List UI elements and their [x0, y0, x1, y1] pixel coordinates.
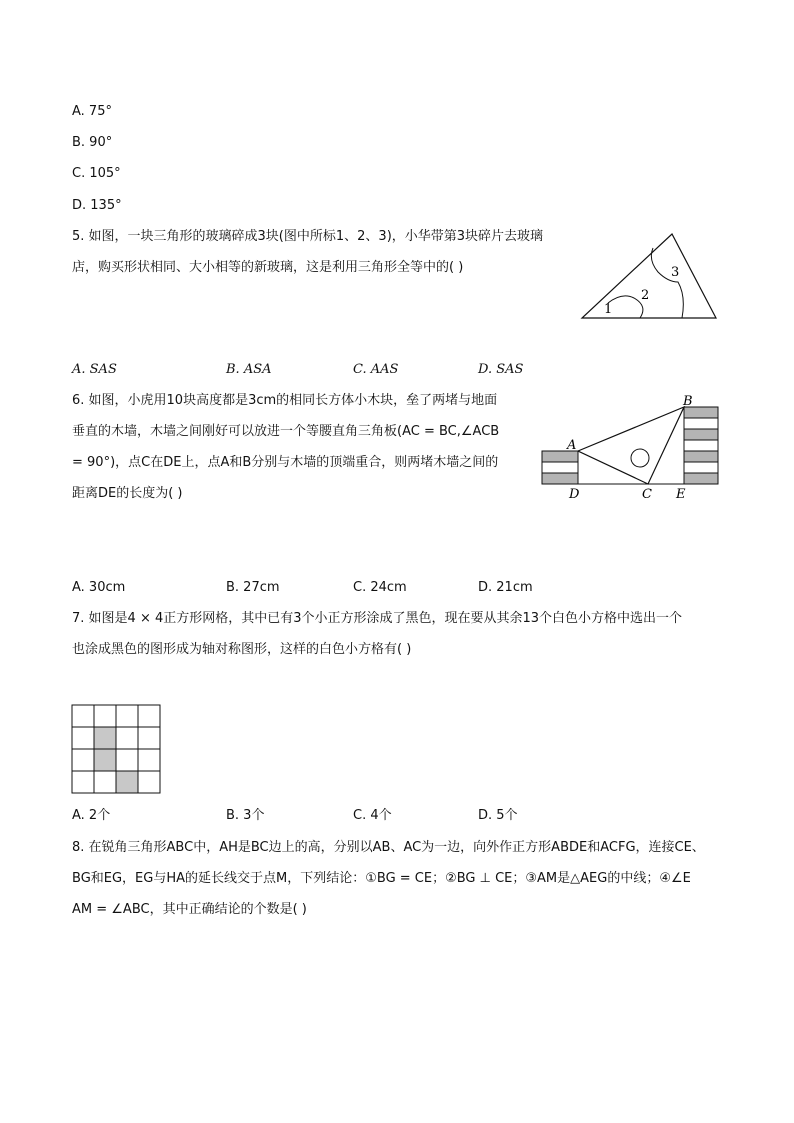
glass-triangle	[582, 234, 716, 318]
q5-option-c: C. AAS	[353, 362, 399, 377]
q5-text-line2: 店，购买形状相同、大小相等的新玻璃，这是利用三角形全等中的( )	[72, 260, 464, 275]
right-block-2	[684, 418, 718, 429]
q4-option-a: A. 75°	[72, 104, 112, 119]
right-block-6	[684, 462, 718, 473]
set-square-triangle	[578, 407, 684, 484]
q5-option-a: A. SAS	[72, 362, 117, 377]
q6-wood-wall-figure	[538, 392, 724, 504]
grid-cell-shaded	[94, 749, 116, 771]
q6-text-line3: = 90°)，点C在DE上，点A和B分别与木墙的顶端重合，则两堵木墙之间的	[72, 455, 499, 470]
point-label-a: A	[567, 438, 577, 453]
q5-option-b: B. ASA	[226, 362, 272, 377]
left-block-3	[542, 473, 578, 484]
left-wall	[542, 451, 578, 484]
grid-cell	[72, 705, 94, 727]
q8-text-line3: AM = ∠ABC，其中正确结论的个数是( )	[72, 902, 307, 917]
grid-cell	[138, 727, 160, 749]
point-label-e: E	[676, 487, 686, 502]
q4-option-d: D. 135°	[72, 198, 122, 213]
q6-option-a: A. 30cm	[72, 580, 126, 595]
q7-text-line1: 7. 如图是4 × 4正方形网格，其中已有3个小正方形涂成了黑色，现在要从其余13个白色小方格中选出一个	[72, 611, 683, 626]
q7-square-grid	[71, 704, 163, 796]
point-label-c: C	[642, 487, 652, 502]
point-label-b: B	[683, 394, 693, 409]
crack-line-1	[608, 296, 643, 318]
q8-text-line1: 8. 在锐角三角形ABC中，AH是BC边上的高，分别以AB、AC为一边，向外作正方形ABDE和ACFG，连接CE、	[72, 840, 705, 855]
right-block-4	[684, 440, 718, 451]
grid-cell	[138, 749, 160, 771]
q4-option-b: B. 90°	[72, 135, 113, 150]
q6-text-line1: 6. 如图，小虎用10块高度都是3cm的相同长方体小木块，垒了两堵与地面	[72, 393, 498, 408]
grid-cell	[72, 727, 94, 749]
q5-broken-glass-figure	[578, 230, 720, 322]
q7-option-b: B. 3个	[226, 808, 265, 823]
q6-text-line4: 距离DE的长度为( )	[72, 486, 183, 501]
grid-cell	[94, 705, 116, 727]
point-label-d: D	[569, 487, 580, 502]
grid-cell	[72, 749, 94, 771]
grid-cell-shaded	[94, 727, 116, 749]
piece-label-1: 1	[604, 302, 613, 317]
q7-option-c: C. 4个	[353, 808, 392, 823]
right-wall	[684, 407, 718, 484]
right-block-5	[684, 451, 718, 462]
q7-option-a: A. 2个	[72, 808, 111, 823]
q6-option-d: D. 21cm	[478, 580, 533, 595]
grid-cell-shaded	[116, 771, 138, 793]
crack-line-2	[651, 248, 683, 318]
q5-option-d: D. SAS	[478, 362, 524, 377]
grid-cell	[94, 771, 116, 793]
grid-cell	[138, 771, 160, 793]
piece-label-3: 3	[671, 265, 680, 280]
q7-option-d: D. 5个	[478, 808, 518, 823]
piece-label-2: 2	[641, 288, 650, 303]
q6-option-c: C. 24cm	[353, 580, 407, 595]
grid-cell	[138, 705, 160, 727]
q6-text-line2: 垂直的木墙，木墙之间刚好可以放进一个等腰直角三角板(AC = BC,∠ACB	[72, 424, 500, 439]
grid-cell	[116, 705, 138, 727]
grid-cell	[116, 727, 138, 749]
left-block-2	[542, 462, 578, 473]
right-block-3	[684, 429, 718, 440]
q7-text-line2: 也涂成黑色的图形成为轴对称图形，这样的白色小方格有( )	[72, 642, 412, 657]
grid-cell	[72, 771, 94, 793]
right-block-7	[684, 473, 718, 484]
q8-text-line2: BG和EG，EG与HA的延长线交于点M，下列结论：①BG = CE；②BG ⊥ CE；③AM是△AEG的中线；④∠E	[72, 871, 691, 886]
grid-cell	[116, 749, 138, 771]
q6-option-b: B. 27cm	[226, 580, 280, 595]
q5-text-line1: 5. 如图，一块三角形的玻璃碎成3块(图中所标1、2、3)，小华带第3块碎片去玻璃	[72, 229, 544, 244]
q4-option-c: C. 105°	[72, 166, 121, 181]
